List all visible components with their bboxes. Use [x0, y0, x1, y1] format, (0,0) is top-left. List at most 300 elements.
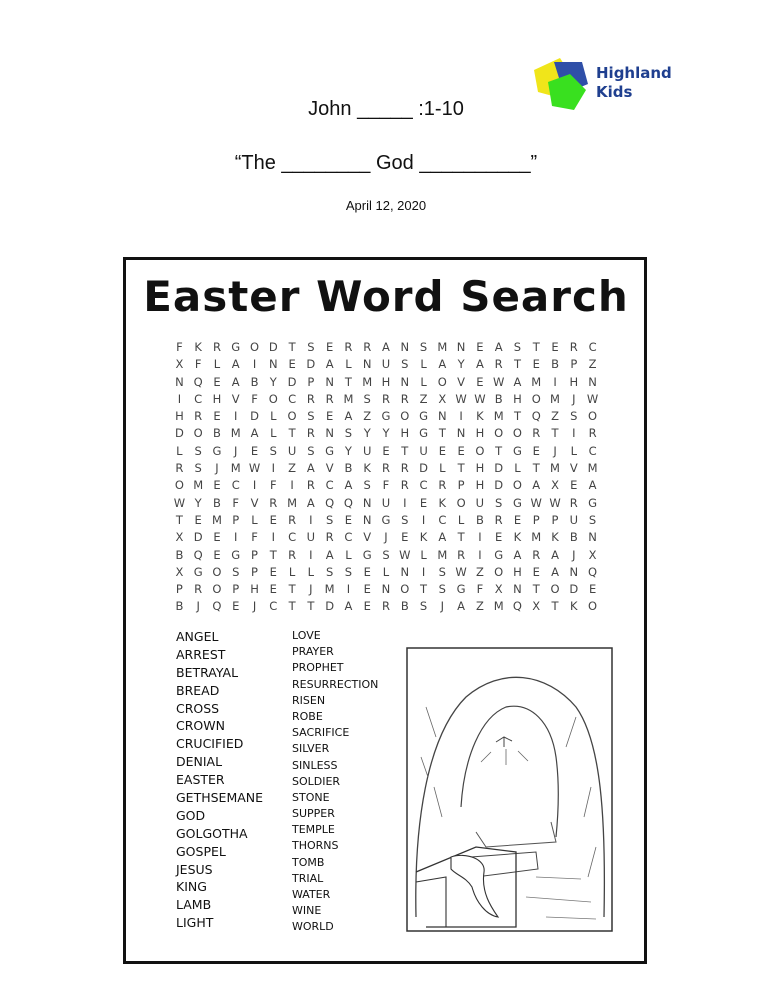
grid-letter[interactable]: E [363, 582, 371, 597]
grid-letter[interactable]: A [475, 357, 484, 372]
grid-letter[interactable]: G [512, 443, 522, 458]
grid-letter[interactable]: T [551, 426, 559, 441]
grid-letter[interactable]: N [513, 582, 522, 597]
grid-letter[interactable]: S [307, 340, 315, 354]
grid-letter[interactable]: T [288, 340, 296, 354]
grid-letter[interactable]: M [587, 461, 598, 476]
grid-letter[interactable]: R [400, 461, 409, 476]
grid-letter[interactable]: T [551, 599, 559, 614]
grid-letter[interactable]: C [438, 512, 447, 527]
grid-letter[interactable]: M [437, 340, 448, 354]
grid-letter[interactable]: Z [363, 409, 372, 424]
grid-letter[interactable]: T [532, 582, 540, 597]
grid-letter[interactable]: G [494, 547, 504, 562]
grid-letter[interactable]: L [251, 512, 258, 527]
grid-letter[interactable]: K [513, 530, 522, 545]
grid-letter[interactable]: L [288, 564, 296, 579]
grid-letter[interactable]: I [309, 512, 313, 527]
grid-letter[interactable]: A [250, 426, 259, 441]
grid-letter[interactable]: T [438, 426, 446, 441]
grid-letter[interactable]: E [213, 374, 221, 389]
grid-letter[interactable]: K [551, 530, 559, 545]
grid-letter[interactable]: A [306, 495, 315, 510]
grid-letter[interactable]: E [419, 495, 428, 510]
grid-letter[interactable]: I [309, 547, 313, 562]
grid-letter[interactable]: M [550, 461, 560, 476]
grid-letter[interactable]: V [457, 374, 466, 389]
grid-letter[interactable]: E [326, 340, 334, 354]
grid-letter[interactable]: G [231, 547, 241, 562]
grid-letter[interactable]: E [232, 599, 240, 614]
grid-letter[interactable]: U [381, 357, 391, 372]
grid-letter[interactable]: G [456, 582, 466, 597]
grid-letter[interactable]: E [194, 512, 202, 527]
grid-letter[interactable]: D [174, 426, 184, 441]
grid-letter[interactable]: X [175, 564, 184, 579]
grid-letter[interactable]: R [438, 478, 447, 493]
grid-letter[interactable]: B [494, 391, 503, 406]
grid-letter[interactable]: Q [193, 374, 203, 389]
grid-letter[interactable]: O [494, 426, 504, 441]
grid-letter[interactable]: E [344, 512, 353, 527]
grid-letter[interactable]: T [420, 582, 428, 597]
grid-letter[interactable]: I [421, 564, 426, 579]
grid-letter[interactable]: F [476, 582, 484, 597]
grid-letter[interactable]: M [230, 461, 241, 476]
grid-letter[interactable]: O [531, 391, 541, 406]
grid-letter[interactable]: X [175, 530, 184, 545]
grid-letter[interactable]: P [251, 564, 258, 579]
grid-letter[interactable]: C [588, 340, 597, 354]
grid-letter[interactable]: E [532, 564, 540, 579]
grid-letter[interactable]: K [419, 530, 428, 545]
grid-letter[interactable]: N [400, 564, 410, 579]
grid-letter[interactable]: N [362, 512, 372, 527]
grid-letter[interactable]: H [513, 564, 522, 579]
grid-letter[interactable]: R [306, 478, 315, 493]
grid-letter[interactable]: A [532, 478, 541, 493]
grid-letter[interactable]: I [459, 409, 463, 424]
grid-letter[interactable]: R [588, 426, 597, 441]
grid-letter[interactable]: L [345, 357, 352, 372]
grid-letter[interactable]: L [270, 426, 277, 441]
grid-letter[interactable]: S [419, 340, 428, 354]
grid-letter[interactable]: D [419, 461, 428, 476]
grid-letter[interactable]: J [384, 530, 388, 545]
grid-letter[interactable]: F [194, 357, 202, 372]
grid-letter[interactable]: L [514, 461, 521, 476]
grid-letter[interactable]: A [306, 461, 315, 476]
grid-letter[interactable]: T [457, 530, 465, 545]
grid-letter[interactable]: E [213, 547, 221, 562]
grid-letter[interactable]: T [495, 443, 503, 458]
grid-letter[interactable]: S [495, 495, 503, 510]
grid-letter[interactable]: R [381, 461, 390, 476]
grid-letter[interactable]: C [288, 530, 297, 545]
grid-letter[interactable]: B [213, 426, 221, 441]
grid-letter[interactable]: E [326, 409, 334, 424]
grid-letter[interactable]: O [456, 495, 466, 510]
grid-letter[interactable]: A [231, 374, 240, 389]
grid-letter[interactable]: P [175, 582, 183, 597]
grid-letter[interactable]: J [252, 599, 257, 614]
grid-letter[interactable]: O [212, 564, 222, 579]
grid-letter[interactable]: B [175, 599, 184, 614]
grid-letter[interactable]: A [325, 357, 334, 372]
grid-letter[interactable]: J [234, 443, 238, 458]
grid-letter[interactable]: U [419, 443, 428, 458]
grid-letter[interactable]: R [457, 547, 466, 562]
grid-letter[interactable]: L [270, 409, 277, 424]
grid-letter[interactable]: S [401, 512, 409, 527]
grid-letter[interactable]: I [252, 357, 257, 372]
grid-letter[interactable]: E [532, 357, 540, 372]
grid-letter[interactable]: F [176, 340, 183, 354]
grid-letter[interactable]: S [382, 547, 390, 562]
grid-letter[interactable]: W [455, 391, 467, 406]
grid-letter[interactable]: M [211, 512, 222, 527]
grid-letter[interactable]: L [420, 374, 427, 389]
grid-letter[interactable]: A [438, 357, 447, 372]
grid-letter[interactable]: D [268, 340, 278, 354]
grid-letter[interactable]: N [325, 374, 334, 389]
grid-letter[interactable]: R [532, 547, 541, 562]
grid-letter[interactable]: W [492, 374, 505, 389]
grid-letter[interactable]: I [553, 374, 557, 389]
grid-letter[interactable]: P [551, 512, 559, 527]
grid-letter[interactable]: C [269, 599, 278, 614]
grid-letter[interactable]: O [588, 409, 598, 424]
grid-letter[interactable]: N [175, 374, 184, 389]
grid-letter[interactable]: H [400, 426, 410, 441]
grid-letter[interactable]: A [325, 547, 334, 562]
grid-letter[interactable]: Z [551, 409, 559, 424]
grid-letter[interactable]: T [288, 582, 296, 597]
grid-letter[interactable]: N [438, 409, 447, 424]
grid-letter[interactable]: E [438, 443, 446, 458]
grid-letter[interactable]: R [400, 391, 409, 406]
grid-letter[interactable]: N [362, 495, 372, 510]
grid-letter[interactable]: O [494, 564, 504, 579]
grid-letter[interactable]: R [532, 426, 541, 441]
grid-letter[interactable]: N [588, 374, 597, 389]
grid-letter[interactable]: Q [512, 599, 522, 614]
grid-letter[interactable]: E [476, 340, 484, 354]
grid-letter[interactable]: N [381, 582, 391, 597]
grid-letter[interactable]: Q [325, 495, 335, 510]
grid-letter[interactable]: S [194, 443, 202, 458]
grid-letter[interactable]: O [475, 443, 485, 458]
grid-letter[interactable]: A [494, 340, 503, 354]
grid-letter[interactable]: R [569, 340, 578, 354]
grid-letter[interactable]: L [420, 547, 427, 562]
grid-letter[interactable]: E [476, 374, 484, 389]
grid-letter[interactable]: U [306, 530, 316, 545]
grid-letter[interactable]: Z [288, 461, 297, 476]
grid-letter[interactable]: W [173, 495, 186, 510]
grid-letter[interactable]: P [307, 374, 315, 389]
grid-letter[interactable]: M [493, 409, 504, 424]
grid-letter[interactable]: D [287, 374, 297, 389]
grid-letter[interactable]: A [588, 478, 597, 493]
grid-letter[interactable]: G [325, 443, 335, 458]
grid-letter[interactable]: D [569, 582, 579, 597]
grid-letter[interactable]: L [345, 547, 352, 562]
grid-letter[interactable]: C [588, 443, 597, 458]
grid-letter[interactable]: S [325, 564, 334, 579]
grid-letter[interactable]: S [401, 357, 409, 372]
grid-letter[interactable]: H [513, 391, 522, 406]
grid-letter[interactable]: R [363, 340, 372, 354]
grid-letter[interactable]: I [234, 409, 238, 424]
grid-letter[interactable]: W [549, 495, 561, 510]
grid-letter[interactable]: N [588, 530, 597, 545]
grid-letter[interactable]: X [175, 357, 184, 372]
grid-letter[interactable]: T [401, 443, 409, 458]
grid-letter[interactable]: E [213, 409, 221, 424]
grid-letter[interactable]: S [570, 409, 578, 424]
grid-letter[interactable]: L [457, 512, 465, 527]
grid-letter[interactable]: R [269, 495, 278, 510]
grid-letter[interactable]: J [440, 599, 445, 614]
grid-letter[interactable]: E [288, 357, 296, 372]
grid-letter[interactable]: R [325, 530, 334, 545]
grid-letter[interactable]: O [287, 409, 297, 424]
grid-letter[interactable]: I [572, 426, 576, 441]
grid-letter[interactable]: P [457, 478, 465, 493]
grid-letter[interactable]: R [400, 478, 409, 493]
grid-letter[interactable]: W [399, 547, 411, 562]
grid-letter[interactable]: J [215, 461, 219, 476]
grid-letter[interactable]: O [588, 599, 598, 614]
grid-letter[interactable]: Z [475, 599, 484, 614]
grid-letter[interactable]: B [213, 495, 221, 510]
grid-letter[interactable]: Q [343, 495, 353, 510]
grid-letter[interactable]: P [232, 512, 240, 527]
grid-letter[interactable]: Z [588, 357, 597, 372]
grid-letter[interactable]: Y [457, 357, 465, 372]
grid-letter[interactable]: S [232, 564, 240, 579]
grid-letter[interactable]: A [513, 374, 522, 389]
grid-letter[interactable]: C [231, 478, 240, 493]
grid-letter[interactable]: Y [382, 426, 390, 441]
grid-letter[interactable]: G [231, 340, 241, 354]
grid-letter[interactable]: A [513, 547, 522, 562]
grid-letter[interactable]: E [213, 530, 221, 545]
grid-letter[interactable]: R [306, 426, 315, 441]
grid-letter[interactable]: S [344, 564, 353, 579]
grid-letter[interactable]: M [493, 599, 504, 614]
grid-letter[interactable]: M [343, 391, 354, 406]
grid-letter[interactable]: M [287, 495, 298, 510]
grid-letter[interactable]: S [419, 599, 428, 614]
grid-letter[interactable]: N [400, 374, 410, 389]
grid-letter[interactable]: R [306, 391, 315, 406]
grid-letter[interactable]: O [249, 340, 260, 354]
grid-letter[interactable]: N [325, 426, 334, 441]
grid-letter[interactable]: A [382, 340, 390, 354]
grid-letter[interactable]: I [290, 478, 294, 493]
grid-letter[interactable]: S [307, 409, 315, 424]
grid-letter[interactable]: T [307, 599, 315, 614]
grid-letter[interactable]: T [532, 461, 540, 476]
grid-letter[interactable]: G [419, 426, 428, 441]
grid-letter[interactable]: R [325, 391, 334, 406]
grid-letter[interactable]: E [269, 582, 277, 597]
grid-letter[interactable]: K [476, 409, 484, 424]
grid-letter[interactable]: H [250, 582, 259, 597]
grid-letter[interactable]: K [438, 495, 447, 510]
grid-letter[interactable]: E [495, 530, 503, 545]
grid-letter[interactable]: W [455, 564, 467, 579]
grid-letter[interactable]: H [475, 461, 485, 476]
grid-letter[interactable]: R [381, 599, 390, 614]
grid-letter[interactable]: M [230, 426, 241, 441]
grid-letter[interactable]: T [532, 340, 540, 354]
grid-letter[interactable]: V [250, 495, 259, 510]
grid-letter[interactable]: H [475, 426, 485, 441]
grid-letter[interactable]: R [381, 391, 390, 406]
grid-letter[interactable]: D [306, 357, 316, 372]
grid-letter[interactable]: Q [212, 599, 222, 614]
grid-letter[interactable]: R [175, 461, 184, 476]
grid-letter[interactable]: W [530, 495, 542, 510]
grid-letter[interactable]: T [457, 461, 465, 476]
grid-letter[interactable]: G [588, 495, 598, 510]
grid-letter[interactable]: P [251, 547, 258, 562]
grid-letter[interactable]: B [569, 530, 578, 545]
grid-letter[interactable]: U [475, 495, 485, 510]
grid-letter[interactable]: Q [588, 564, 598, 579]
grid-letter[interactable]: L [420, 357, 427, 372]
grid-letter[interactable]: S [363, 478, 371, 493]
grid-letter[interactable]: E [382, 443, 390, 458]
grid-letter[interactable]: O [400, 582, 410, 597]
grid-letter[interactable]: N [400, 340, 410, 354]
grid-letter[interactable]: W [474, 391, 486, 406]
grid-letter[interactable]: I [234, 530, 238, 545]
grid-letter[interactable]: H [381, 374, 391, 389]
grid-letter[interactable]: V [363, 530, 372, 545]
grid-letter[interactable]: G [381, 512, 391, 527]
grid-letter[interactable]: L [570, 443, 577, 458]
grid-letter[interactable]: V [231, 391, 240, 406]
grid-letter[interactable]: R [212, 340, 221, 354]
grid-letter[interactable]: A [551, 564, 559, 579]
grid-letter[interactable]: L [439, 461, 446, 476]
grid-letter[interactable]: N [456, 426, 466, 441]
grid-letter[interactable]: Q [531, 409, 541, 424]
grid-letter[interactable]: M [193, 478, 204, 493]
grid-letter[interactable]: I [478, 530, 482, 545]
grid-letter[interactable]: Z [475, 564, 484, 579]
grid-letter[interactable]: B [344, 461, 353, 476]
grid-letter[interactable]: E [363, 599, 371, 614]
grid-letter[interactable]: C [419, 478, 428, 493]
grid-letter[interactable]: X [494, 582, 503, 597]
grid-letter[interactable]: O [512, 426, 522, 441]
grid-letter[interactable]: O [400, 409, 410, 424]
grid-letter[interactable]: Y [363, 426, 371, 441]
grid-letter[interactable]: E [401, 530, 409, 545]
grid-letter[interactable]: F [382, 478, 390, 493]
grid-letter[interactable]: A [551, 547, 559, 562]
grid-letter[interactable]: I [271, 461, 275, 476]
grid-letter[interactable]: V [325, 461, 334, 476]
grid-letter[interactable]: Y [344, 443, 352, 458]
grid-letter[interactable]: T [269, 547, 277, 562]
grid-letter[interactable]: O [193, 426, 203, 441]
grid-letter[interactable]: D [494, 478, 504, 493]
grid-letter[interactable]: N [268, 357, 278, 372]
grid-letter[interactable]: T [288, 599, 296, 614]
grid-letter[interactable]: D [250, 409, 259, 424]
grid-letter[interactable]: J [196, 599, 200, 614]
grid-letter[interactable]: L [382, 564, 390, 579]
grid-letter[interactable]: O [550, 582, 560, 597]
grid-letter[interactable]: F [232, 495, 240, 510]
grid-letter[interactable]: E [588, 582, 597, 597]
grid-letter[interactable]: M [324, 582, 335, 597]
grid-letter[interactable]: X [532, 599, 541, 614]
grid-letter[interactable]: S [194, 461, 202, 476]
grid-letter[interactable]: U [381, 495, 391, 510]
grid-letter[interactable]: A [438, 530, 447, 545]
grid-letter[interactable]: A [344, 599, 353, 614]
grid-letter[interactable]: R [288, 547, 297, 562]
grid-letter[interactable]: E [363, 564, 371, 579]
grid-letter[interactable]: O [174, 478, 184, 493]
grid-letter[interactable]: R [494, 512, 503, 527]
grid-letter[interactable]: B [475, 512, 484, 527]
grid-letter[interactable]: D [193, 530, 203, 545]
grid-letter[interactable]: B [250, 374, 259, 389]
grid-letter[interactable]: X [438, 391, 447, 406]
grid-letter[interactable]: H [475, 478, 485, 493]
grid-letter[interactable]: E [513, 512, 522, 527]
grid-letter[interactable]: N [456, 340, 466, 354]
grid-letter[interactable]: S [269, 443, 277, 458]
grid-letter[interactable]: H [175, 409, 184, 424]
grid-letter[interactable]: H [569, 374, 579, 389]
grid-letter[interactable]: K [363, 461, 371, 476]
grid-letter[interactable]: R [288, 512, 297, 527]
grid-letter[interactable]: I [421, 512, 426, 527]
grid-letter[interactable]: F [251, 391, 258, 406]
grid-letter[interactable]: G [419, 409, 428, 424]
grid-letter[interactable]: M [362, 374, 373, 389]
grid-letter[interactable]: S [513, 340, 522, 354]
grid-letter[interactable]: D [325, 599, 335, 614]
grid-letter[interactable]: A [344, 478, 353, 493]
grid-letter[interactable]: G [512, 495, 522, 510]
grid-letter[interactable]: G [362, 547, 372, 562]
grid-letter[interactable]: A [457, 599, 466, 614]
grid-letter[interactable]: J [553, 443, 557, 458]
grid-letter[interactable]: R [194, 582, 203, 597]
grid-letter[interactable]: X [551, 478, 559, 493]
grid-letter[interactable]: E [551, 340, 559, 354]
grid-letter[interactable]: T [288, 426, 296, 441]
grid-letter[interactable]: L [176, 443, 183, 458]
grid-letter[interactable]: E [269, 512, 277, 527]
grid-letter[interactable]: J [572, 391, 576, 406]
grid-letter[interactable]: M [550, 391, 560, 406]
grid-letter[interactable]: S [438, 582, 446, 597]
grid-letter[interactable]: C [288, 391, 297, 406]
grid-letter[interactable]: N [362, 357, 372, 372]
grid-letter[interactable]: N [569, 564, 579, 579]
